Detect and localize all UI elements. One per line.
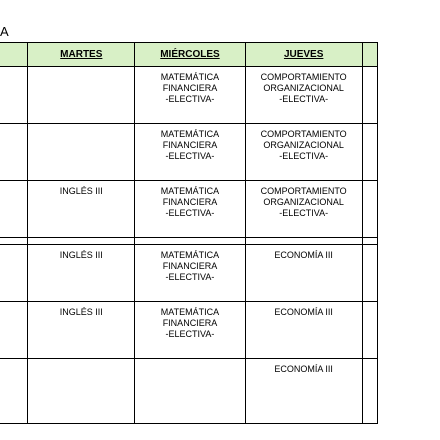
cell-martes [28, 359, 135, 424]
cell-jueves: ECONOMÍA III [245, 359, 362, 424]
cell-lunes [0, 238, 28, 245]
cell-jueves: COMPORTAMIENTO ORGANIZACIONAL -ELECTIVA- [245, 181, 362, 238]
cell-miercoles: MATEMÁTICA FINANCIERA -ELECTIVA- [135, 124, 245, 181]
cell-martes [28, 238, 135, 245]
spacer-row [0, 238, 378, 245]
cell-next [362, 245, 377, 302]
cell-next [362, 124, 377, 181]
cell-martes [28, 67, 135, 124]
table-row [0, 67, 378, 124]
header-martes: MARTES [28, 43, 135, 67]
cell-lunes [0, 124, 28, 181]
table-row [0, 181, 378, 238]
cell-miercoles [135, 238, 245, 245]
cell-jueves [245, 238, 362, 245]
cell-next [362, 238, 377, 245]
header-row [0, 43, 378, 67]
cell-jueves: COMPORTAMIENTO ORGANIZACIONAL -ELECTIVA- [245, 124, 362, 181]
schedule-table [0, 42, 378, 424]
cell-next [362, 181, 377, 238]
cell-miercoles [135, 359, 245, 424]
cell-martes [28, 124, 135, 181]
cell-martes: INGLÉS III [28, 181, 135, 238]
header-jueves: JUEVES [245, 43, 362, 67]
cell-miercoles: MATEMÁTICA FINANCIERA -ELECTIVA- [135, 181, 245, 238]
table-row [0, 359, 378, 424]
cell-miercoles: MATEMÁTICA FINANCIERA -ELECTIVA- [135, 302, 245, 359]
cell-next [362, 302, 377, 359]
cell-jueves: COMPORTAMIENTO ORGANIZACIONAL -ELECTIVA- [245, 67, 362, 124]
cell-miercoles: MATEMÁTICA FINANCIERA -ELECTIVA- [135, 67, 245, 124]
header-next [362, 43, 377, 67]
cell-miercoles: MATEMÁTICA FINANCIERA -ELECTIVA- [135, 245, 245, 302]
cell-next [362, 359, 377, 424]
cell-lunes [0, 359, 28, 424]
cell-next [362, 67, 377, 124]
cell-lunes [0, 302, 28, 359]
cell-jueves: ECONOMÍA III [245, 245, 362, 302]
table-row [0, 245, 378, 302]
header-lunes [0, 43, 28, 67]
table-row [0, 302, 378, 359]
cell-martes: INGLÉS III [28, 302, 135, 359]
table-row [0, 124, 378, 181]
cell-lunes [0, 245, 28, 302]
cell-jueves: ECONOMÍA III [245, 302, 362, 359]
header-miercoles: MIÉRCOLES [135, 43, 245, 67]
cell-martes: INGLÉS III [28, 245, 135, 302]
cell-lunes [0, 67, 28, 124]
page-title: A [0, 24, 9, 39]
cell-lunes [0, 181, 28, 238]
